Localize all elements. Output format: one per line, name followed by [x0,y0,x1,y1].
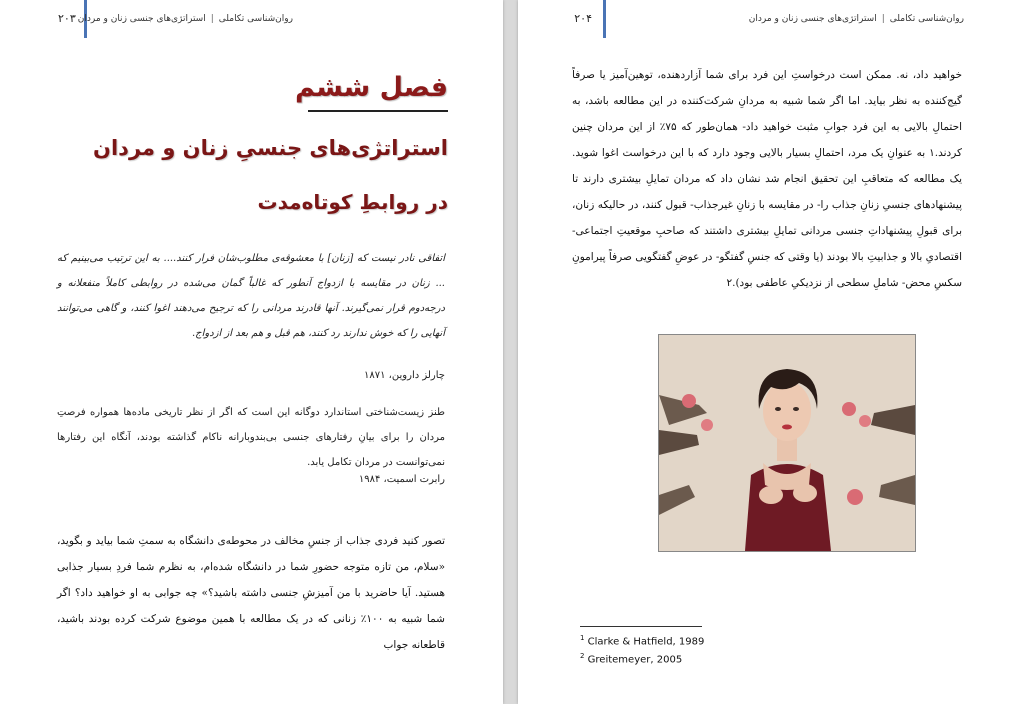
footnote-text: Greitemeyer, 2005 [587,654,683,666]
left-page [0,0,503,704]
header-book-title: روان‌شناسی تکاملی [218,14,293,24]
body-text [57,528,445,658]
body-paragraph: تصور کنید فردی جذاب از جنسِ مخالف در محوطه‌ی دانشگاه به سمتِ شما بیاید و بگوید، «سلام، من تازه متوجه حضورِ شما در دانشگاه شده‌ام، به نظرم شما فردِ بسیار جذابی هستید. آیا حاضرید با من آمیزشِ جنسی داشته باشید؟» چه جوابی به او خواهید داد؟ اگر شما شبیه به ۱۰۰٪ زنانی که در یک مطالعه با همین موضوع شرکت کرده بودند باشید، قاطعانه جواب [57,535,445,651]
footnote-text: Clarke & Hatfield, 1989 [587,636,705,648]
running-header: روان‌شناسی تکاملی|استراتژی‌های جنسی زنان و مردان [77,14,293,24]
epigraph-attribution-smith: رابرت اسمیت، ۱۹۸۴ [358,474,445,485]
header-chapter-title: استراتژی‌های جنسی زنان و مردان [748,14,877,24]
epigraph-attribution-darwin: چارلز داروین، ۱۸۷۱ [364,370,445,381]
chapter-subtitle: در روابطِ کوتاه‌مدت [257,190,448,214]
page-number: ۲۰۴ [574,12,592,25]
epigraph-smith: طنز زیست‌شناختی استاندارد دوگانه این است که اگر از نظر تاریخی ماده‌ها همواره فرصتِ مردان را برای بیانِ رفتارهای جنسی بی‌بندوبارانه ناکام گذاشته بودند، آنگاه این رفتارها نمی‌توانست در مردان تکامل یابد. [57,407,445,468]
chapter-title: استراتژی‌های جنسیِ زنان و مردان [93,136,448,160]
page-number: ۲۰۳ [58,12,76,25]
header-chapter-title: استراتژی‌های جنسی زنان و مردان [77,14,206,24]
chapter-number: فصل ششم [295,72,448,103]
header-book-title: روان‌شناسی تکاملی [889,14,964,24]
footnote-2 [580,649,704,667]
footnote-marker: 1 [580,634,585,642]
footnotes [580,631,704,668]
header-bar [603,0,606,38]
photo-woman-with-flowers-icon [659,335,915,551]
running-header: روان‌شناسی تکاملی|استراتژی‌های جنسی زنان و مردان [748,14,964,24]
right-page [518,0,1024,704]
body-paragraph: خواهید داد، نه. ممکن است درخواستِ این فرد برای شما آزاردهنده، توهین‌آمیز یا صرفاً گیج‌کننده به نظر بیاید. اما اگر شما شبیه به مردانِ شرکت‌کننده در این مطالعه باشد، به احتمالِ بالایی به این فرد جوابِ مثبت خواهید داد- همان‌طور که ۷۵٪ از این مردان چنین کردند.۱ به عنوانِ یک مرد، احتمالِ بسیار بالایی وجود دارد که با این درخواست اغوا شوید. یک مطالعه که متعاقبِ این تحقیق انجام شد نشان داد که مردان تمایلِ بیشتری دارند تا پیشنهادهای جنسیِ زنانِ جذاب را- در مقایسه با زنانِ غیرجذاب- قبول کنند، در حالیکه زنان، برای قبولِ پیشنهاداتِ جنسی مردانی تمایلِ بیشتری داشتند که صاحبِ موقعیتِ اجتماعی-اقتصادیِ بالا و جذابیتِ بالا بودند (یا وقتی که جنسِ گفتگو- در عوضِ گفتگویی صرفاً پیرامونِ سکسِ محض- شاملِ سطحی از نزدیکیِ عاطفی بود).۲ [572,69,962,289]
footnote-marker: 2 [580,652,585,661]
chapter-underline [308,110,448,112]
epigraph-darwin: اتفاقی نادر نیست که [زنان] با معشوقه‌ی مطلوب‌شان فرار کنند.... به این ترتیب می‌بینیم که ... زنان در مقایسه با ازدواج آنطور که غالباً گمان می‌شده در روابطی کاملاً منفعلانه و درجه‌دوم قرار نمی‌گیرند. آنها قادرند مردانی را که ترجیح می‌دهند اغوا کنند، و گاهی می‌توانند آنهایی را که خوش ندارند رد کنند، هم قبل و هم بعد از ازدواج. [57,253,445,339]
footnote-rule [580,626,702,627]
footnote-1 [580,631,704,649]
body-text [572,62,962,296]
illustration-photo [658,334,916,552]
